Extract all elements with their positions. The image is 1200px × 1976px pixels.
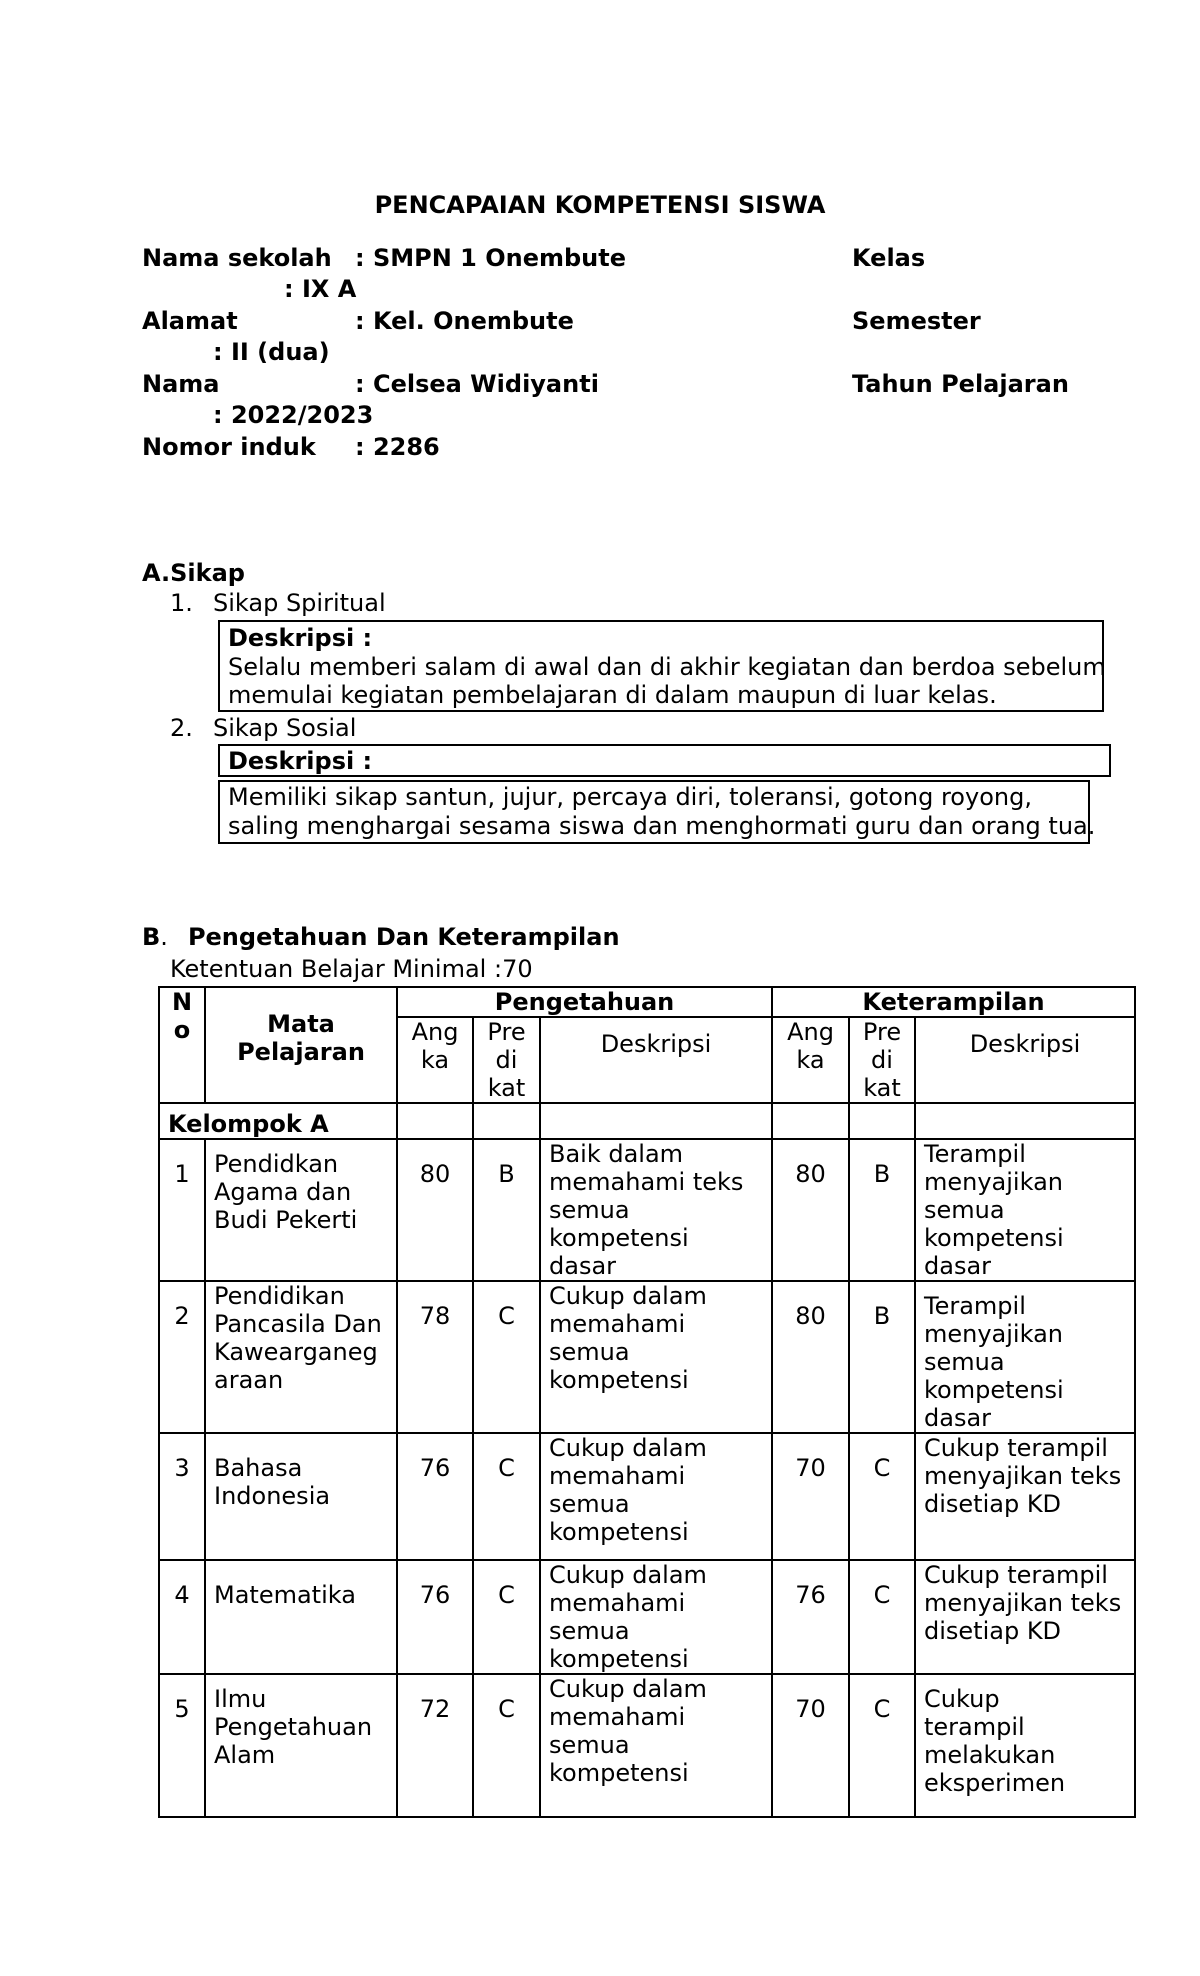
knowledge-predicate: C (473, 1433, 540, 1560)
semester-label: Semester (852, 307, 981, 335)
social-number: 2. (170, 714, 193, 742)
row-number: 5 (159, 1674, 205, 1817)
knowledge-predicate: B (473, 1139, 540, 1281)
skill-predicate: B (849, 1139, 915, 1281)
social-description-line-2: saling menghargai sesama siswa dan menghormati guru dan orang tua. (228, 812, 1096, 840)
skill-score: 70 (772, 1674, 849, 1817)
row-number: 3 (159, 1433, 205, 1560)
spiritual-description-label: Deskripsi : (228, 624, 373, 652)
address-label: Alamat (142, 307, 238, 335)
table-row (159, 1674, 1135, 1817)
table-row (159, 1560, 1135, 1674)
knowledge-predicate: C (473, 1674, 540, 1817)
section-a-heading: A.Sikap (142, 559, 245, 587)
table-header-row (159, 987, 1135, 1017)
school-year-label: Tahun Pelajaran (852, 370, 1069, 398)
minimum-passing-criteria: Ketentuan Belajar Minimal :70 (170, 955, 533, 983)
section-b-letter: B (142, 923, 161, 951)
knowledge-description: Cukup dalam memahami semua kompetensi (540, 1674, 772, 1817)
spiritual-description-line-2: memulai kegiatan pembelajaran di dalam maupun di luar kelas. (228, 681, 997, 709)
skill-predicate-header: Pre di kat (849, 1017, 915, 1103)
knowledge-predicate: C (473, 1281, 540, 1433)
skill-score: 76 (772, 1560, 849, 1674)
subject-name: Pendidikan Pancasila Dan Kawearganeg araan (205, 1281, 397, 1433)
knowledge-score-header: Ang ka (397, 1017, 473, 1103)
skill-description-header: Deskripsi (915, 1017, 1135, 1103)
row-number: 1 (159, 1139, 205, 1281)
subject-name: Bahasa Indonesia (205, 1433, 397, 1560)
skill-predicate: C (849, 1560, 915, 1674)
social-description-label-box (218, 744, 1111, 777)
subject-name: Matematika (205, 1560, 397, 1674)
section-b-heading (142, 922, 620, 952)
grades-table (158, 986, 1136, 1818)
skill-predicate: C (849, 1433, 915, 1560)
knowledge-predicate-header: Pre di kat (473, 1017, 540, 1103)
social-description-line-1: Memiliki sikap santun, jujur, percaya diri, toleransi, gotong royong, (228, 783, 1032, 811)
skill-description: Terampil menyajikan semua kompetensi dasar (915, 1281, 1135, 1433)
skill-predicate: C (849, 1674, 915, 1817)
table-row (159, 1281, 1135, 1433)
skill-score: 70 (772, 1433, 849, 1560)
knowledge-description: Cukup dalam memahami semua kompetensi (540, 1560, 772, 1674)
subject-name: Ilmu Pengetahuan Alam (205, 1674, 397, 1817)
column-header-subject: Mata Pelajaran (205, 987, 397, 1103)
spiritual-description-line-1: Selalu memberi salam di awal dan di akhir kegiatan dan berdoa sebelum (228, 653, 1106, 681)
semester-value: : II (dua) (213, 338, 330, 366)
column-header-knowledge: Pengetahuan (397, 987, 772, 1017)
knowledge-description-header: Deskripsi (540, 1017, 772, 1103)
school-year-value: : 2022/2023 (213, 401, 374, 429)
knowledge-score: 76 (397, 1560, 473, 1674)
social-description-label: Deskripsi : (228, 747, 373, 775)
skill-predicate: B (849, 1281, 915, 1433)
skill-description: Cukup terampil menyajikan teks disetiap KD (915, 1433, 1135, 1560)
skill-description: Cukup terampil melakukan eksperimen (915, 1674, 1135, 1817)
skill-score: 80 (772, 1281, 849, 1433)
skill-score: 80 (772, 1139, 849, 1281)
school-value: : SMPN 1 Onembute (355, 244, 626, 272)
skill-description: Cukup terampil menyajikan teks disetiap KD (915, 1560, 1135, 1674)
column-header-no: N o (159, 987, 205, 1103)
knowledge-score: 80 (397, 1139, 473, 1281)
skill-description: Terampil menyajikan semua kompetensi dasar (915, 1139, 1135, 1281)
knowledge-description: Cukup dalam memahami semua kompetensi (540, 1433, 772, 1560)
section-b-dot: . (160, 923, 168, 951)
column-header-skill: Keterampilan (772, 987, 1135, 1017)
knowledge-score: 78 (397, 1281, 473, 1433)
row-number: 4 (159, 1560, 205, 1674)
group-label: Kelompok A (159, 1103, 397, 1139)
knowledge-score: 72 (397, 1674, 473, 1817)
spiritual-number: 1. (170, 589, 193, 617)
school-label: Nama sekolah (142, 244, 332, 272)
student-id-label: Nomor induk (142, 433, 316, 461)
student-name-value: : Celsea Widiyanti (355, 370, 599, 398)
address-value: : Kel. Onembute (355, 307, 574, 335)
spiritual-description-box (218, 620, 1104, 712)
knowledge-predicate: C (473, 1560, 540, 1674)
group-row (159, 1103, 1135, 1139)
row-number: 2 (159, 1281, 205, 1433)
student-id-value: : 2286 (355, 433, 440, 461)
spiritual-title: Sikap Spiritual (213, 589, 386, 617)
subject-name: Pendidkan Agama dan Budi Pekerti (205, 1139, 397, 1281)
social-description-box (218, 780, 1096, 844)
table-row (159, 1139, 1135, 1281)
social-title: Sikap Sosial (213, 714, 357, 742)
class-label: Kelas (852, 244, 926, 272)
page-title: PENCAPAIAN KOMPETENSI SISWA (374, 191, 826, 219)
student-name-label: Nama (142, 370, 220, 398)
knowledge-score: 76 (397, 1433, 473, 1560)
table-row (159, 1433, 1135, 1560)
skill-score-header: Ang ka (772, 1017, 849, 1103)
knowledge-description: Baik dalam memahami teks semua kompetensi dasar (540, 1139, 772, 1281)
knowledge-description: Cukup dalam memahami semua kompetensi (540, 1281, 772, 1433)
section-b-title: Pengetahuan Dan Keterampilan (187, 923, 620, 951)
class-value: : IX A (284, 275, 357, 303)
